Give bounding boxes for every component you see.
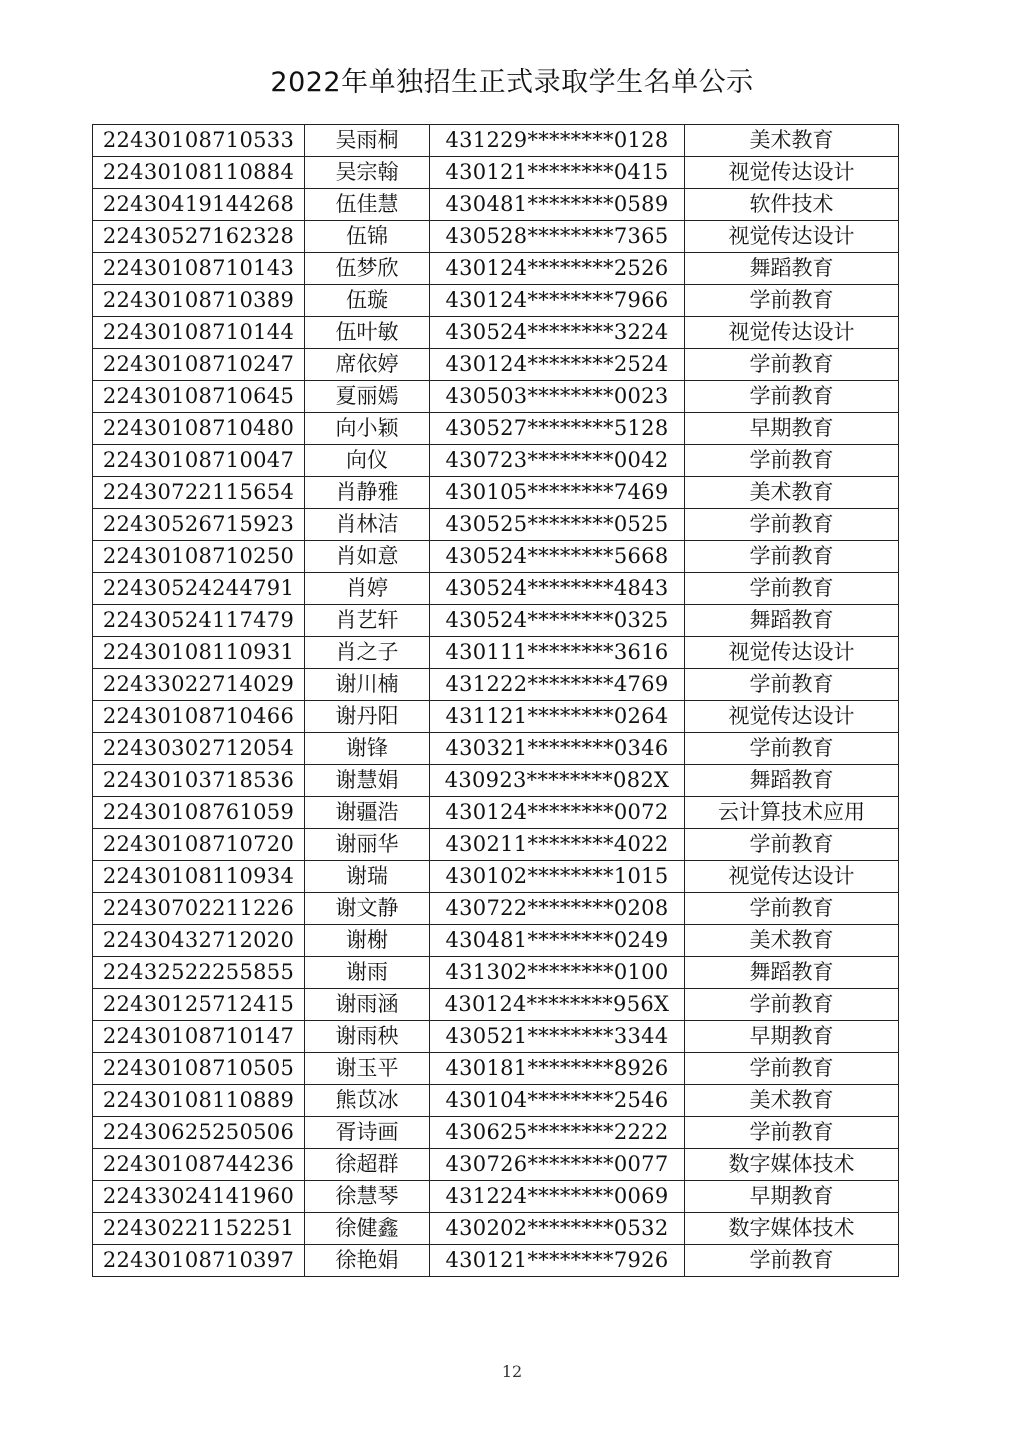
- student-name-cell: 伍锦: [305, 221, 430, 253]
- student-name-cell: 谢丽华: [305, 829, 430, 861]
- student-name-cell: 徐艳娟: [305, 1245, 430, 1277]
- table-row: [93, 285, 899, 317]
- id-number-cell: 430124********2524: [430, 349, 685, 381]
- id-number-cell: 430923********082X: [430, 765, 685, 797]
- student-name-cell: 向小颖: [305, 413, 430, 445]
- id-number-cell: 430124********7966: [430, 285, 685, 317]
- student-name-cell: 肖林洁: [305, 509, 430, 541]
- table-row: [93, 189, 899, 221]
- table-row: [93, 1213, 899, 1245]
- exam-id-cell: 22430108710533: [93, 125, 305, 157]
- exam-id-cell: 22430221152251: [93, 1213, 305, 1245]
- exam-id-cell: 22430702211226: [93, 893, 305, 925]
- major-cell: 早期教育: [685, 1181, 899, 1213]
- admission-table-body: [93, 125, 899, 1277]
- student-name-cell: 肖艺轩: [305, 605, 430, 637]
- table-row: [93, 253, 899, 285]
- exam-id-cell: 22430108744236: [93, 1149, 305, 1181]
- table-row: [93, 701, 899, 733]
- student-name-cell: 吴雨桐: [305, 125, 430, 157]
- table-row: [93, 157, 899, 189]
- id-number-cell: 430625********2222: [430, 1117, 685, 1149]
- student-name-cell: 徐健鑫: [305, 1213, 430, 1245]
- table-row: [93, 989, 899, 1021]
- table-row: [93, 349, 899, 381]
- major-cell: 云计算技术应用: [685, 797, 899, 829]
- table-row: [93, 125, 899, 157]
- table-row: [93, 925, 899, 957]
- exam-id-cell: 22430419144268: [93, 189, 305, 221]
- table-row: [93, 669, 899, 701]
- id-number-cell: 430102********1015: [430, 861, 685, 893]
- id-number-cell: 430105********7469: [430, 477, 685, 509]
- id-number-cell: 430202********0532: [430, 1213, 685, 1245]
- student-name-cell: 谢雨秧: [305, 1021, 430, 1053]
- id-number-cell: 430481********0589: [430, 189, 685, 221]
- id-number-cell: 431229********0128: [430, 125, 685, 157]
- id-number-cell: 430726********0077: [430, 1149, 685, 1181]
- student-name-cell: 谢文静: [305, 893, 430, 925]
- id-number-cell: 430723********0042: [430, 445, 685, 477]
- major-cell: 早期教育: [685, 413, 899, 445]
- table-row: [93, 541, 899, 573]
- id-number-cell: 430321********0346: [430, 733, 685, 765]
- student-name-cell: 谢榭: [305, 925, 430, 957]
- exam-id-cell: 22430625250506: [93, 1117, 305, 1149]
- exam-id-cell: 22430722115654: [93, 477, 305, 509]
- table-row: [93, 957, 899, 989]
- id-number-cell: 431224********0069: [430, 1181, 685, 1213]
- major-cell: 视觉传达设计: [685, 221, 899, 253]
- student-name-cell: 胥诗画: [305, 1117, 430, 1149]
- major-cell: 视觉传达设计: [685, 861, 899, 893]
- exam-id-cell: 22430108710147: [93, 1021, 305, 1053]
- table-row: [93, 893, 899, 925]
- student-name-cell: 伍叶敏: [305, 317, 430, 349]
- table-row: [93, 477, 899, 509]
- major-cell: 舞蹈教育: [685, 605, 899, 637]
- exam-id-cell: 22430108110931: [93, 637, 305, 669]
- table-row: [93, 765, 899, 797]
- table-row: [93, 733, 899, 765]
- table-row: [93, 1181, 899, 1213]
- exam-id-cell: 22430108110889: [93, 1085, 305, 1117]
- student-name-cell: 谢玉平: [305, 1053, 430, 1085]
- major-cell: 学前教育: [685, 1053, 899, 1085]
- id-number-cell: 430722********0208: [430, 893, 685, 925]
- table-row: [93, 1245, 899, 1277]
- exam-id-cell: 22430432712020: [93, 925, 305, 957]
- student-name-cell: 夏丽嫣: [305, 381, 430, 413]
- id-number-cell: 430524********0325: [430, 605, 685, 637]
- table-row: [93, 381, 899, 413]
- student-name-cell: 肖静雅: [305, 477, 430, 509]
- student-name-cell: 徐慧琴: [305, 1181, 430, 1213]
- student-name-cell: 伍璇: [305, 285, 430, 317]
- table-row: [93, 605, 899, 637]
- student-name-cell: 徐超群: [305, 1149, 430, 1181]
- id-number-cell: 431121********0264: [430, 701, 685, 733]
- table-row: [93, 573, 899, 605]
- major-cell: 学前教育: [685, 893, 899, 925]
- table-row: [93, 1149, 899, 1181]
- student-name-cell: 谢慧娟: [305, 765, 430, 797]
- page-title: 2022年单独招生正式录取学生名单公示: [270, 67, 754, 98]
- student-name-cell: 伍佳慧: [305, 189, 430, 221]
- exam-id-cell: 22430108710144: [93, 317, 305, 349]
- id-number-cell: 430181********8926: [430, 1053, 685, 1085]
- major-cell: 学前教育: [685, 349, 899, 381]
- exam-id-cell: 22430108710466: [93, 701, 305, 733]
- table-row: [93, 1053, 899, 1085]
- major-cell: 学前教育: [685, 733, 899, 765]
- major-cell: 学前教育: [685, 509, 899, 541]
- student-name-cell: 谢雨: [305, 957, 430, 989]
- exam-id-cell: 22433024141960: [93, 1181, 305, 1213]
- id-number-cell: 430211********4022: [430, 829, 685, 861]
- id-number-cell: 430121********7926: [430, 1245, 685, 1277]
- table-row: [93, 413, 899, 445]
- exam-id-cell: 22433022714029: [93, 669, 305, 701]
- major-cell: 数字媒体技术: [685, 1149, 899, 1181]
- student-name-cell: 谢瑞: [305, 861, 430, 893]
- table-row: [93, 1085, 899, 1117]
- exam-id-cell: 22430108710247: [93, 349, 305, 381]
- id-number-cell: 430524********3224: [430, 317, 685, 349]
- student-name-cell: 谢川楠: [305, 669, 430, 701]
- exam-id-cell: 22430108710250: [93, 541, 305, 573]
- table-row: [93, 797, 899, 829]
- student-name-cell: 谢疆浩: [305, 797, 430, 829]
- exam-id-cell: 22430527162328: [93, 221, 305, 253]
- student-name-cell: 肖婷: [305, 573, 430, 605]
- major-cell: 学前教育: [685, 381, 899, 413]
- major-cell: 学前教育: [685, 829, 899, 861]
- major-cell: 学前教育: [685, 1245, 899, 1277]
- student-name-cell: 谢锋: [305, 733, 430, 765]
- major-cell: 舞蹈教育: [685, 957, 899, 989]
- id-number-cell: 430527********5128: [430, 413, 685, 445]
- id-number-cell: 430124********956X: [430, 989, 685, 1021]
- exam-id-cell: 22430108710143: [93, 253, 305, 285]
- student-name-cell: 席依婷: [305, 349, 430, 381]
- exam-id-cell: 22430524244791: [93, 573, 305, 605]
- student-name-cell: 向仪: [305, 445, 430, 477]
- exam-id-cell: 22430108110884: [93, 157, 305, 189]
- major-cell: 学前教育: [685, 669, 899, 701]
- table-row: [93, 637, 899, 669]
- major-cell: 美术教育: [685, 925, 899, 957]
- student-name-cell: 伍梦欣: [305, 253, 430, 285]
- major-cell: 早期教育: [685, 1021, 899, 1053]
- student-name-cell: 熊苡冰: [305, 1085, 430, 1117]
- major-cell: 学前教育: [685, 1117, 899, 1149]
- exam-id-cell: 22430108710047: [93, 445, 305, 477]
- major-cell: 学前教育: [685, 445, 899, 477]
- id-number-cell: 430528********7365: [430, 221, 685, 253]
- table-row: [93, 829, 899, 861]
- student-name-cell: 肖之子: [305, 637, 430, 669]
- id-number-cell: 430124********2526: [430, 253, 685, 285]
- major-cell: 视觉传达设计: [685, 701, 899, 733]
- exam-id-cell: 22430108710645: [93, 381, 305, 413]
- major-cell: 视觉传达设计: [685, 317, 899, 349]
- exam-id-cell: 22430103718536: [93, 765, 305, 797]
- table-row: [93, 445, 899, 477]
- student-name-cell: 吴宗翰: [305, 157, 430, 189]
- id-number-cell: 430503********0023: [430, 381, 685, 413]
- exam-id-cell: 22430108110934: [93, 861, 305, 893]
- id-number-cell: 430124********0072: [430, 797, 685, 829]
- major-cell: 舞蹈教育: [685, 253, 899, 285]
- id-number-cell: 430111********3616: [430, 637, 685, 669]
- id-number-cell: 430121********0415: [430, 157, 685, 189]
- major-cell: 数字媒体技术: [685, 1213, 899, 1245]
- id-number-cell: 430524********5668: [430, 541, 685, 573]
- table-row: [93, 509, 899, 541]
- major-cell: 学前教育: [685, 541, 899, 573]
- exam-id-cell: 22430108710397: [93, 1245, 305, 1277]
- major-cell: 软件技术: [685, 189, 899, 221]
- major-cell: 学前教育: [685, 989, 899, 1021]
- student-name-cell: 谢丹阳: [305, 701, 430, 733]
- table-row: [93, 861, 899, 893]
- page-number: 12: [501, 1362, 523, 1381]
- major-cell: 美术教育: [685, 477, 899, 509]
- table-row: [93, 1117, 899, 1149]
- major-cell: 视觉传达设计: [685, 637, 899, 669]
- exam-id-cell: 22430108761059: [93, 797, 305, 829]
- id-number-cell: 430521********3344: [430, 1021, 685, 1053]
- exam-id-cell: 22430108710389: [93, 285, 305, 317]
- major-cell: 学前教育: [685, 573, 899, 605]
- id-number-cell: 431302********0100: [430, 957, 685, 989]
- admission-table: [92, 124, 899, 1277]
- student-name-cell: 肖如意: [305, 541, 430, 573]
- id-number-cell: 430481********0249: [430, 925, 685, 957]
- exam-id-cell: 22430524117479: [93, 605, 305, 637]
- table-row: [93, 317, 899, 349]
- major-cell: 舞蹈教育: [685, 765, 899, 797]
- major-cell: 美术教育: [685, 125, 899, 157]
- major-cell: 学前教育: [685, 285, 899, 317]
- student-name-cell: 谢雨涵: [305, 989, 430, 1021]
- exam-id-cell: 22432522255855: [93, 957, 305, 989]
- major-cell: 美术教育: [685, 1085, 899, 1117]
- id-number-cell: 430525********0525: [430, 509, 685, 541]
- exam-id-cell: 22430302712054: [93, 733, 305, 765]
- table-row: [93, 1021, 899, 1053]
- major-cell: 视觉传达设计: [685, 157, 899, 189]
- table-row: [93, 221, 899, 253]
- exam-id-cell: 22430108710505: [93, 1053, 305, 1085]
- id-number-cell: 431222********4769: [430, 669, 685, 701]
- id-number-cell: 430524********4843: [430, 573, 685, 605]
- exam-id-cell: 22430526715923: [93, 509, 305, 541]
- exam-id-cell: 22430125712415: [93, 989, 305, 1021]
- exam-id-cell: 22430108710480: [93, 413, 305, 445]
- exam-id-cell: 22430108710720: [93, 829, 305, 861]
- id-number-cell: 430104********2546: [430, 1085, 685, 1117]
